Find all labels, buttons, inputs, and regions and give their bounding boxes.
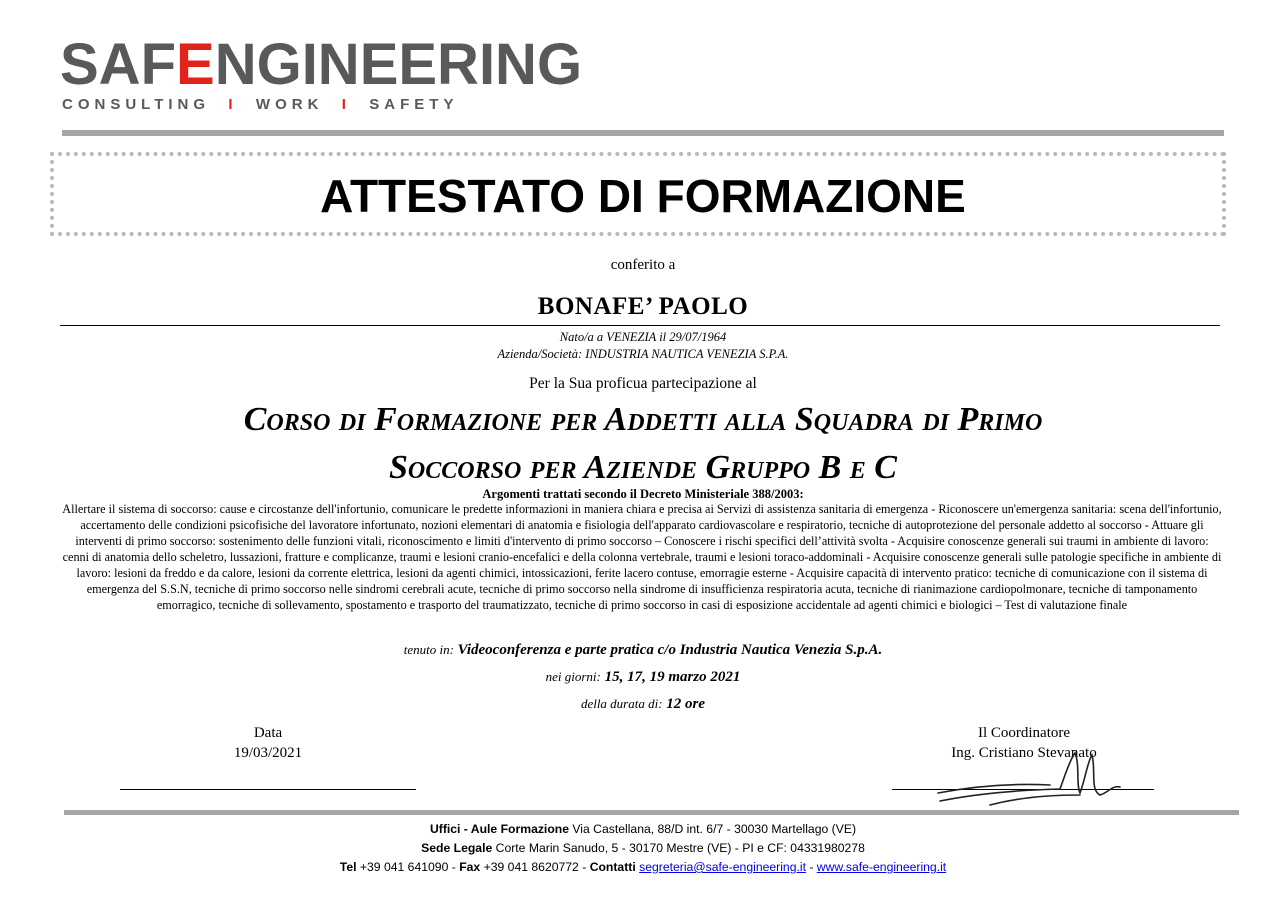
tagline-separator: I — [228, 96, 238, 113]
footer-legal — [0, 839, 1286, 858]
dates-value: 15, 17, 19 marzo 2021 — [604, 669, 741, 685]
logo-part1: SAF — [60, 32, 176, 97]
footer-contacts: Tel +39 041 641090 - Fax +39 041 8620772 - Contatti segreteria@safe-engineering.it - www.safe-engineering.it — [339, 860, 947, 874]
name-underline — [60, 325, 1220, 326]
tagline-separator: I — [341, 96, 351, 113]
legal-address: Corte Marin Sanudo, 5 - 30170 Mestre (VE) - PI e CF: 04331980278 — [495, 841, 865, 855]
dates-label: nei giorni: — [545, 669, 601, 684]
topics-heading: Argomenti trattati secondo il Decreto Ministeriale 388/2003: — [482, 487, 804, 501]
date-signature-line — [120, 789, 416, 790]
offices-label: Uffici - Aule Formazione — [429, 822, 569, 836]
course-title-line1: Corso di Formazione per Addetti alla Squadra di Primo — [243, 401, 1043, 438]
fax-value: +39 041 8620772 — [483, 860, 579, 874]
coordinator-label: Il Coordinatore — [977, 725, 1071, 741]
footer — [0, 820, 1286, 877]
location-label: tenuto in: — [403, 642, 454, 657]
tel-label: Tel — [339, 860, 357, 874]
duration-label: della durata di: — [580, 696, 663, 711]
date-value: 19/03/2021 — [233, 745, 303, 761]
tagline-work: WORK — [255, 96, 324, 113]
offices-address: Via Castellana, 88/D int. 6/7 - 30030 Martellago (VE) — [572, 822, 857, 836]
recipient-name: BONAFE’ PAOLO — [537, 293, 749, 320]
location-line — [0, 642, 1286, 659]
date-block — [168, 723, 368, 763]
course-title — [80, 396, 1206, 492]
email-link[interactable]: segreteria@safe-engineering.it — [639, 860, 806, 874]
coordinator-name: Ing. Cristiano Stevanato — [951, 745, 1097, 761]
header-divider — [62, 130, 1224, 136]
topics-text: Allertare il sistema di soccorso: cause e circostanze dell'infortunio, comunicare le predette informazioni in maniera chiara e precisa ai Servizi di assistenza sanitaria di emergenza - Riconoscere un'emergenza sanitaria: scena dell'infortunio, accertamento delle condizioni psicofisiche del lavoratore infortunato, nozioni elementari di anatomia e fisiologia dell'apparato cardiovascolare e respiratorio, tecniche di autoprotezione del personale addetto al soccorso - Attuare gli interventi di primo soccorso: sostenimento delle funzioni vitali, riconoscimento e limiti d'intervento di primo soccorso – Conoscere i rischi specifici dell’attività svolta - Acquisire conoscenze generali sui traumi in ambiente di lavoro: cenni di anatomia dello scheletro, lussazioni, fratture e complicanze, traumi e lesioni cranio-encefalici e della colonna vertebrale, traumi e lesioni toraco-addominali - Acquisire conoscenze generali sulle patologie specifiche in ambiente di lavoro: lesioni da freddo e da calore, lesioni da corrente elettrica, lesioni da agenti chimici, intossicazioni, ferite lacero contuse, emorragie esterne - Acquisire capacità di intervento pratico: tecniche di comunicazione con il sistema di emergenza del S.S.N, tecniche di primo soccorso nelle sindromi cerebrali acute, tecniche di primo soccorso nella sindrome di insufficienza respiratoria acuta, tecniche di rianimazione cardiopolmonare, tecniche di tamponamento emorragico, tecniche di sollevamento, spostamento e trasporto del traumatizzato, tecniche di primo soccorso in casi di esposizione accidentale ad agenti chimici e biologici – Test di valutazione finale — [62, 502, 1222, 612]
logo-part2: NGINEERING — [214, 32, 583, 97]
tagline-consulting: CONSULTING — [62, 96, 211, 113]
certificate-title: ATTESTATO DI FORMAZIONE — [320, 170, 966, 222]
course-title-line2: Soccorso per Aziende Gruppo B e C — [389, 449, 897, 486]
location-value: Videoconferenza e parte pratica c/o Industria Nautica Venezia S.p.A. — [457, 642, 883, 658]
fax-label: Fax — [459, 860, 481, 874]
tel-value: +39 041 641090 — [359, 860, 449, 874]
website-link[interactable]: www.safe-engineering.it — [816, 860, 947, 874]
birth-info: Nato/a a VENEZIA il 29/07/1964 — [559, 330, 727, 344]
legal-label: Sede Legale — [421, 841, 493, 855]
signature-icon — [930, 735, 1140, 810]
contacts-label: Contatti — [589, 860, 636, 874]
dates-line — [0, 669, 1286, 686]
company-logo — [60, 30, 582, 100]
logo-tagline — [62, 96, 458, 113]
duration-line — [0, 696, 1286, 713]
tagline-safety: SAFETY — [369, 96, 459, 113]
duration-value: 12 ore — [666, 696, 706, 712]
conferito-text: conferito a — [610, 257, 676, 273]
company-info: Azienda/Società: INDUSTRIA NAUTICA VENEZIA S.P.A. — [497, 347, 789, 361]
participation-text: Per la Sua proficua partecipazione al — [529, 375, 757, 392]
footer-offices — [0, 820, 1286, 839]
logo-e-mark: E — [176, 32, 215, 97]
date-label: Data — [253, 725, 283, 741]
footer-divider — [64, 810, 1239, 815]
